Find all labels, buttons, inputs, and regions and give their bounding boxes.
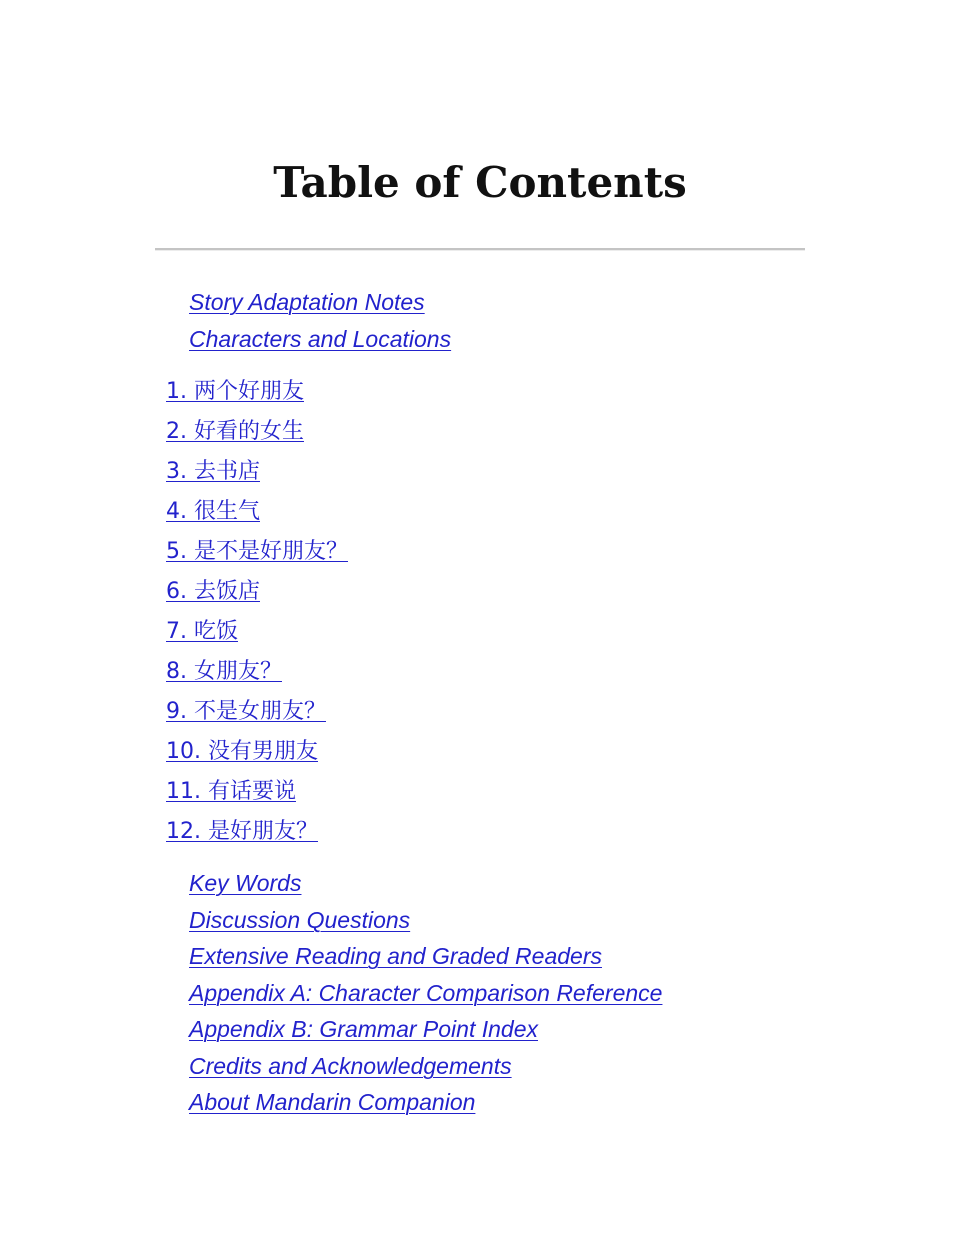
toc-link-appendix-b[interactable]: Appendix B: Grammar Point Index <box>189 1016 538 1042</box>
toc-item <box>166 656 282 688</box>
toc-item <box>166 776 296 808</box>
toc-link-story-adaptation-notes[interactable]: Story Adaptation Notes <box>189 289 425 315</box>
toc-link-extensive-reading[interactable]: Extensive Reading and Graded Readers <box>189 943 602 969</box>
toc-item <box>189 978 662 1008</box>
toc-link-chapter-4[interactable]: 4. 很生气 <box>166 499 260 524</box>
toc-link-characters-and-locations[interactable]: Characters and Locations <box>189 326 452 352</box>
toc-item <box>166 376 304 408</box>
toc-item <box>189 868 301 898</box>
toc-link-chapter-3[interactable]: 3. 去书店 <box>166 459 260 484</box>
page-title: Table of Contents <box>273 158 687 207</box>
toc-link-chapter-11[interactable]: 11. 有话要说 <box>166 779 296 804</box>
toc-link-credits[interactable]: Credits and Acknowledgements <box>189 1053 512 1079</box>
toc-link-chapter-9[interactable]: 9. 不是女朋友？ <box>166 699 326 724</box>
toc-item <box>166 576 260 608</box>
toc-item <box>189 1051 512 1081</box>
toc-item <box>189 287 425 317</box>
toc-item <box>166 616 238 648</box>
toc-link-appendix-a[interactable]: Appendix A: Character Comparison Reference <box>189 980 663 1006</box>
title-divider <box>155 248 805 251</box>
toc-item <box>166 536 348 568</box>
toc-item <box>189 1087 475 1117</box>
toc-link-chapter-5[interactable]: 5. 是不是好朋友？ <box>166 539 348 564</box>
toc-item <box>166 496 260 528</box>
toc-item <box>189 905 410 935</box>
toc-item <box>166 456 260 488</box>
toc-item <box>166 416 304 448</box>
toc-link-chapter-1[interactable]: 1. 两个好朋友 <box>166 379 304 404</box>
toc-link-chapter-10[interactable]: 10. 没有男朋友 <box>166 739 318 764</box>
toc-link-discussion-questions[interactable]: Discussion Questions <box>189 907 411 933</box>
toc-link-chapter-12[interactable]: 12. 是好朋友？ <box>166 819 318 844</box>
toc-item <box>166 736 318 768</box>
toc-link-key-words[interactable]: Key Words <box>189 870 302 896</box>
toc-item <box>189 1014 538 1044</box>
toc-item <box>189 941 602 971</box>
toc-link-chapter-7[interactable]: 7. 吃饭 <box>166 619 238 644</box>
toc-link-chapter-6[interactable]: 6. 去饭店 <box>166 579 260 604</box>
toc-link-chapter-8[interactable]: 8. 女朋友？ <box>166 659 282 684</box>
toc-link-about-mandarin-companion[interactable]: About Mandarin Companion <box>189 1089 476 1115</box>
toc-item <box>166 816 318 848</box>
toc-item <box>189 324 451 354</box>
toc-item <box>166 696 326 728</box>
toc-link-chapter-2[interactable]: 2. 好看的女生 <box>166 419 304 444</box>
